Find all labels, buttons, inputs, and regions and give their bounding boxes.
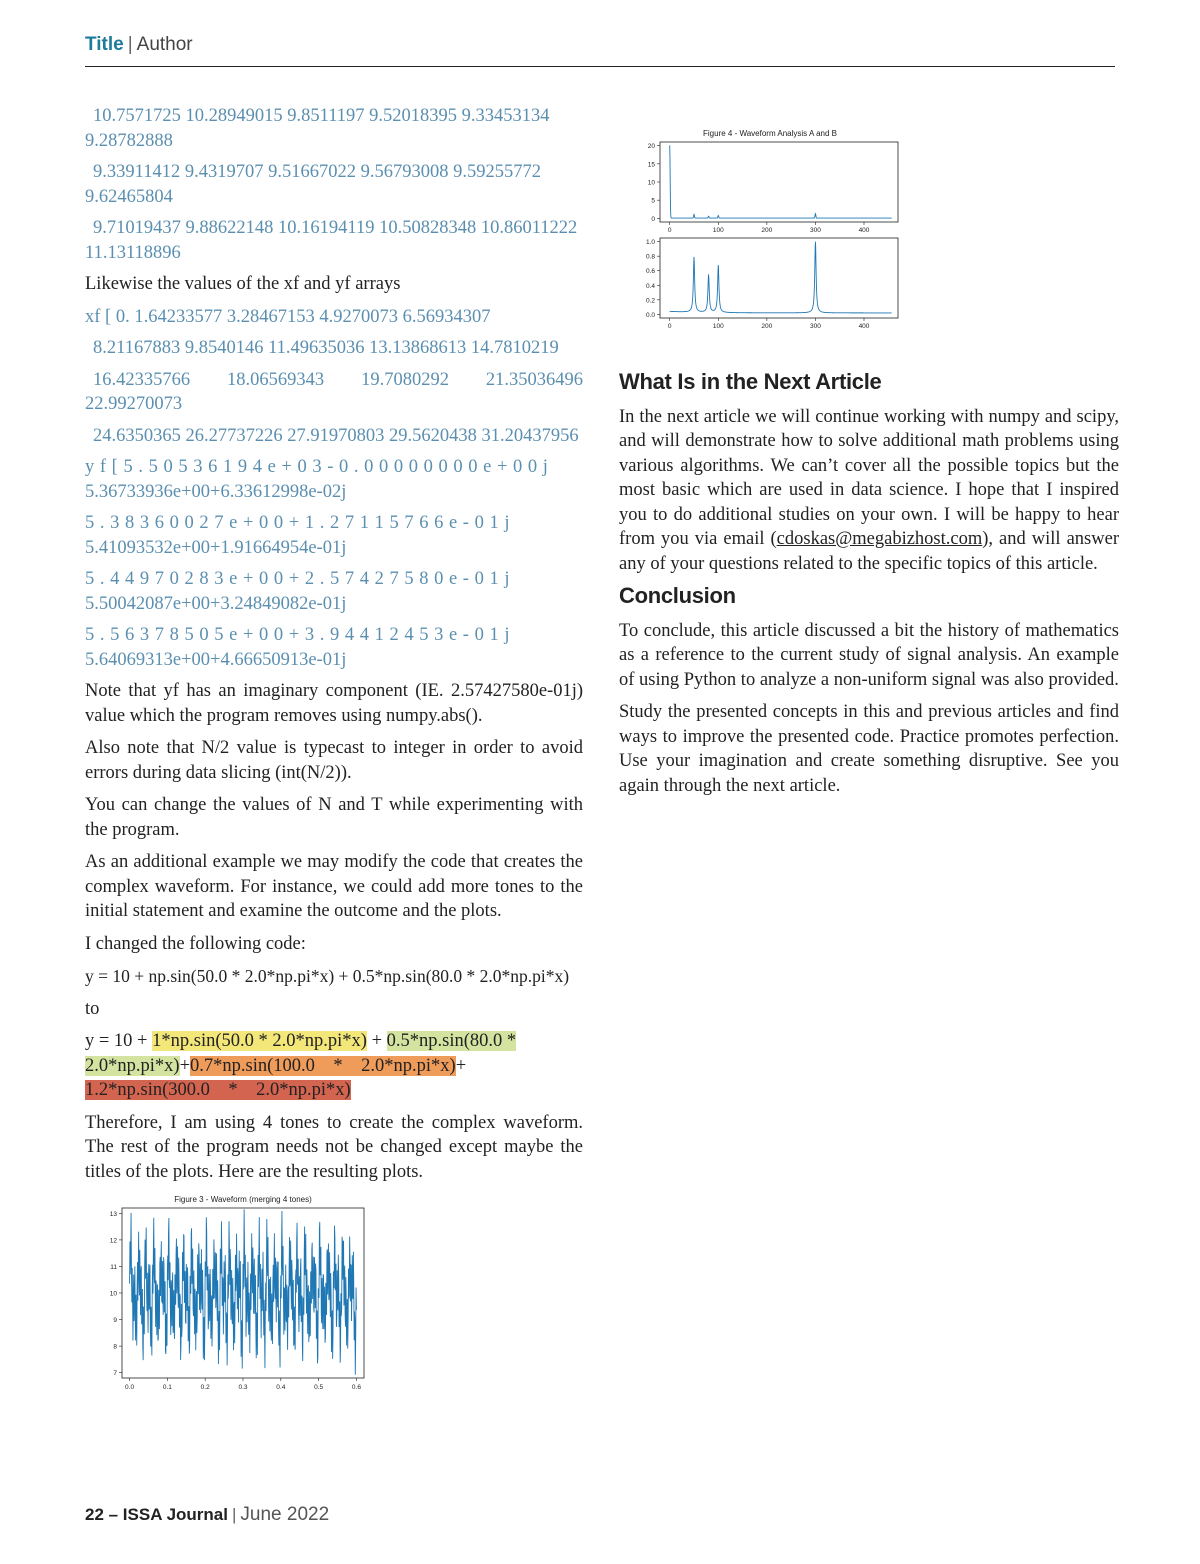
y-tick-label: 13 — [109, 1210, 117, 1218]
conclusion-paragraph-1: To conclude, this article discussed a bit the history of mathematics as a reference to the current study of signal analysis. An example of using Python to analyze a non-uniform signal was also provided. — [619, 620, 1119, 690]
x-tick-label: 300 — [809, 323, 821, 330]
subplot-frame — [660, 142, 898, 222]
page-footer — [85, 1504, 329, 1526]
tone-3-highlight: 0.7*np.sin(100.0 * 2.0*np.pi*x) — [190, 1055, 456, 1076]
yf-line-text: y f [ 5 . 5 0 5 3 6 1 9 4 e + 0 3 - 0 . 0 0 0 0 0 0 0 0 e + 0 0 j — [85, 457, 549, 477]
yf-line — [85, 623, 583, 672]
x-tick-label: 0 — [667, 227, 672, 234]
y-tick-label: 15 — [647, 161, 655, 169]
figure-3 — [100, 1190, 370, 1402]
yf-line-text: 5 . 3 8 3 6 0 0 2 7 e + 0 0 + 1 . 2 7 1 1 5 7 6 6 e - 0 1 j — [85, 513, 510, 533]
x-tick-label: 0.0 — [125, 1384, 135, 1391]
x-tick-label: 0.6 — [351, 1384, 361, 1391]
to-line: to — [85, 998, 100, 1019]
x-tick-label: 200 — [761, 227, 773, 234]
chart-title: Figure 4 - Waveform Analysis A and B — [703, 129, 837, 138]
y-tick-label: 7 — [113, 1370, 117, 1378]
yf-line — [85, 455, 583, 504]
y-tick-label: 5 — [651, 197, 655, 205]
xf-line — [85, 368, 583, 417]
x-tick-label: 300 — [809, 227, 821, 234]
y-tick-label: 0.2 — [645, 297, 655, 305]
yf-line — [85, 511, 583, 560]
array-line — [85, 160, 583, 209]
next-article-text: In the next article we will continue working with numpy and scipy, and will demonstrate how to solve additional math problems using various algorithms. We can’t cover all the possible topics but the most basic which are used in data science. I hope that I inspired you to do additional studies on your own. I will be happy to hear from you via email ( — [619, 406, 1119, 549]
additional-example-paragraph: As an additional example we may modify the code that creates the complex waveform. For instance, we could add more tones to the initial statement and examine the outcome and the plots. — [85, 852, 583, 921]
spectrum-line — [670, 145, 892, 218]
y-tick-label: 0.8 — [645, 253, 655, 261]
figure-4 — [636, 124, 904, 334]
left-column — [85, 104, 583, 1192]
figure-4-chart — [636, 124, 904, 334]
next-article-text-end: ), and will answer any of your questions related to the specific topics of this article. — [619, 529, 1119, 574]
tone-1-highlight: 1*np.sin(50.0 * 2.0*np.pi*x) — [152, 1031, 367, 1051]
next-article-heading: What Is in the Next Article — [619, 369, 882, 394]
chart-title: Figure 3 - Waveform (merging 4 tones) — [174, 1195, 312, 1204]
x-tick-label: 200 — [761, 323, 773, 330]
footer-separator: | — [231, 1505, 237, 1524]
likewise-paragraph: Likewise the values of the xf and yf arrays — [85, 274, 401, 294]
y-tick-label: 1.0 — [645, 239, 655, 247]
y-tick-label: 0 — [651, 215, 655, 223]
x-tick-label: 0 — [667, 323, 672, 330]
old-code-line: y = 10 + np.sin(50.0 * 2.0*np.pi*x) + 0.5*np.sin(80.0 * 2.0*np.pi*x) — [85, 966, 570, 986]
y-tick-label: 0.0 — [645, 311, 655, 319]
i-changed-paragraph: I changed the following code: — [85, 933, 306, 954]
change-values-paragraph: You can change the values of N and T while experimenting with the program. — [85, 795, 583, 840]
array-line-cont: 9.62465804 — [85, 186, 173, 207]
footer-date: June 2022 — [240, 1504, 330, 1525]
figure-3-chart — [100, 1190, 370, 1402]
y-tick-label: 11 — [110, 1263, 117, 1271]
header-title: Title — [85, 34, 124, 55]
xf-line-text: 16.42335766 18.06569343 19.7080292 21.35036496 22.99270073 — [85, 369, 583, 414]
xf-line-text: 8.21167883 9.8540146 11.49635036 13.13868613 14.7810219 — [93, 338, 559, 358]
y-tick-label: 0.6 — [645, 268, 655, 276]
yf-line-cont: 5.41093532e+00+1.91664954e-01j — [85, 537, 347, 558]
x-tick-label: 400 — [858, 323, 870, 330]
tone-4-highlight: 1.2*np.sin(300.0 * 2.0*np.pi*x) — [85, 1080, 351, 1100]
y-tick-label: 20 — [647, 143, 655, 151]
array-line-text: 9.71019437 9.88622148 10.16194119 10.50828348 10.86011222 — [93, 218, 578, 238]
x-tick-label: 100 — [712, 227, 724, 234]
waveform-line — [130, 1209, 357, 1374]
right-column — [619, 364, 1119, 806]
y-tick-label: 10 — [647, 179, 655, 187]
array-line-cont: 11.13118896 — [85, 242, 181, 263]
xf-line — [85, 336, 583, 361]
y-tick-label: 10 — [109, 1290, 117, 1298]
yf-line-cont: 5.36733936e+00+6.33612998e-02j — [85, 481, 347, 502]
yf-line-cont: 5.64069313e+00+4.66650913e-01j — [85, 649, 347, 670]
array-line-text: 9.33911412 9.4319707 9.51667022 9.56793008 9.59255772 — [93, 162, 541, 182]
code-plus: + — [366, 1031, 387, 1051]
array-line-cont: 9.28782888 — [85, 130, 173, 151]
conclusion-heading: Conclusion — [619, 583, 736, 608]
spectrum-line — [670, 242, 892, 313]
email-link[interactable]: cdoskas@megabizhost.com — [776, 529, 983, 549]
x-tick-label: 400 — [858, 227, 870, 234]
xf-line: xf [ 0. 1.64233577 3.28467153 4.9270073 6.56934307 — [85, 306, 491, 327]
code-prefix: y = 10 + — [85, 1031, 153, 1051]
x-tick-label: 0.3 — [238, 1384, 248, 1391]
array-line — [85, 216, 583, 265]
yf-line-text: 5 . 5 6 3 7 8 5 0 5 e + 0 0 + 3 . 9 4 4 1 2 4 5 3 e - 0 1 j — [85, 625, 510, 645]
y-tick-label: 8 — [113, 1343, 117, 1351]
code-plus: + — [179, 1055, 190, 1076]
also-note-paragraph: Also note that N/2 value is typecast to integer in order to avoid errors during data slicing (int(N/2)). — [85, 738, 583, 783]
y-tick-label: 12 — [109, 1237, 117, 1245]
x-tick-label: 0.2 — [200, 1384, 210, 1391]
tone-2-highlight: 0.5*np.sin(80.0 * 2.0*np.pi*x) — [85, 1031, 517, 1076]
conclusion-paragraph-2: Study the presented concepts in this and previous articles and find ways to improve the presented code. Practice promotes perfection. Use your imagination and create something disruptive. See you again through the next article. — [619, 702, 1119, 796]
array-line — [85, 104, 583, 153]
y-tick-label: 0.4 — [645, 282, 655, 290]
x-tick-label: 0.4 — [276, 1384, 286, 1391]
footer-page: 22 – ISSA Journal — [85, 1505, 228, 1524]
note-paragraph: Note that yf has an imaginary component (IE. 2.57427580e-01j) value which the program removes using numpy.abs(). — [85, 681, 583, 726]
yf-line — [85, 567, 583, 616]
new-code-block — [85, 1029, 583, 1103]
header-separator: | — [127, 34, 133, 55]
subplot-frame — [660, 238, 898, 318]
therefore-paragraph: Therefore, I am using 4 tones to create the complex waveform. The rest of the program needs not be changed except maybe the titles of the plots. Here are the resulting plots. — [85, 1112, 583, 1182]
x-tick-label: 0.5 — [314, 1384, 324, 1391]
xf-line — [85, 424, 583, 449]
array-line-text: 10.7571725 10.28949015 9.8511197 9.52018395 9.33453134 — [93, 106, 550, 126]
next-article-paragraph — [619, 405, 1119, 577]
yf-line-text: 5 . 4 4 9 7 0 2 8 3 e + 0 0 + 2 . 5 7 4 2 7 5 8 0 e - 0 1 j — [85, 569, 510, 589]
header-author: Author — [136, 34, 193, 55]
yf-line-cont: 5.50042087e+00+3.24849082e-01j — [85, 593, 347, 614]
code-plus: + — [455, 1055, 494, 1076]
xf-line-text: 24.6350365 26.27737226 27.91970803 29.5620438 31.20437956 — [93, 425, 579, 446]
page-header — [85, 34, 1115, 67]
y-tick-label: 9 — [113, 1317, 117, 1325]
x-tick-label: 100 — [712, 323, 724, 330]
x-tick-label: 0.1 — [162, 1384, 172, 1391]
